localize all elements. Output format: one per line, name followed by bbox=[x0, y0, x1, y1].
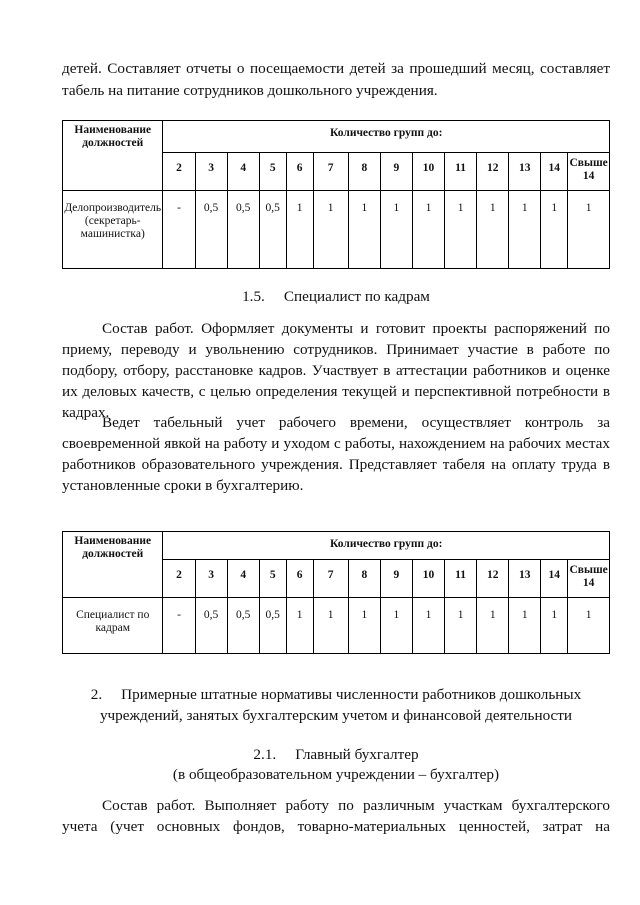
norm-value-cell: - bbox=[163, 191, 195, 269]
group-column-header: 2 bbox=[163, 153, 195, 191]
norm-value-cell: 0,5 bbox=[259, 191, 286, 269]
section-subtitle: (в общеобразовательном учреждении – бухгалтер) bbox=[172, 766, 500, 783]
group-column-header: 2 bbox=[163, 560, 195, 598]
group-column-header: 7 bbox=[313, 560, 348, 598]
section-title: Специалист по кадрам bbox=[283, 288, 430, 305]
paragraph-duties: Состав работ. Оформляет документы и готовит проекты распоряжений по приему, переводу и увольнению сотрудников. Принимает участие в работе по подбору, отбору, расстановке кадров. Участвует в аттестации работников и оценке их деловых качеств, с целью определения текущей и перспективной потребности в кадрах. bbox=[62, 320, 610, 421]
group-column-header: 13 bbox=[509, 560, 541, 598]
norm-value-cell: 1 bbox=[568, 598, 610, 654]
section-title-line-1: Примерные штатные нормативы численности работников дошкольных bbox=[121, 686, 582, 703]
position-name-cell: Делопроизводитель (секретарь-машинистка) bbox=[63, 191, 163, 269]
section-number: 2. bbox=[90, 686, 103, 703]
staff-norm-table-clerk bbox=[62, 120, 610, 269]
paragraph-timekeeping: Ведет табельный учет рабочего времени, осуществляет контроль за своевременной явкой на работу и уходом с работы, нахождением на рабочих местах работников образовательного учреждения. Представляет табеля на оплату труда в установленные сроки в бухгалтерию. bbox=[62, 414, 610, 494]
norm-value-cell: 1 bbox=[313, 191, 348, 269]
group-count-header: Количество групп до: bbox=[163, 121, 610, 153]
norm-value-cell: 1 bbox=[286, 598, 313, 654]
section-title: Главный бухгалтер bbox=[295, 746, 419, 763]
norm-value-cell: 0,5 bbox=[227, 191, 259, 269]
group-column-header: 12 bbox=[477, 153, 509, 191]
norm-value-cell: - bbox=[163, 598, 195, 654]
group-column-header: 5 bbox=[259, 153, 286, 191]
group-column-header: 9 bbox=[380, 560, 412, 598]
group-count-header: Количество групп до: bbox=[163, 532, 610, 560]
norm-value-cell: 1 bbox=[380, 191, 412, 269]
group-column-header: 13 bbox=[509, 153, 541, 191]
group-column-header: 6 bbox=[286, 153, 313, 191]
intro-line-2: табель на питание сотрудников дошкольного учреждения. bbox=[62, 82, 438, 99]
section-title-line-2: учреждений, занятых бухгалтерским учетом и финансовой деятельности bbox=[99, 707, 573, 724]
position-column-header: Наименование должностей bbox=[63, 532, 163, 598]
group-column-header: Свыше 14 bbox=[568, 560, 610, 598]
norm-value-cell: 1 bbox=[541, 191, 568, 269]
group-column-header: 10 bbox=[412, 560, 444, 598]
norm-value-cell: 1 bbox=[477, 191, 509, 269]
group-column-header: 5 bbox=[259, 560, 286, 598]
group-column-header: 11 bbox=[445, 560, 477, 598]
section-number: 1.5. bbox=[242, 288, 265, 305]
norm-value-cell: 1 bbox=[286, 191, 313, 269]
norm-value-cell: 1 bbox=[477, 598, 509, 654]
norm-value-cell: 1 bbox=[313, 598, 348, 654]
final-line-1: Состав работ. Выполняет работу по различным участкам бухгалтерского bbox=[102, 797, 610, 814]
norm-value-cell: 0,5 bbox=[195, 191, 227, 269]
norm-value-cell: 1 bbox=[412, 598, 444, 654]
norm-value-cell: 0,5 bbox=[195, 598, 227, 654]
norm-value-cell: 1 bbox=[380, 598, 412, 654]
group-column-header: 3 bbox=[195, 153, 227, 191]
group-column-header: 14 bbox=[541, 153, 568, 191]
group-column-header: 10 bbox=[412, 153, 444, 191]
position-column-header: Наименование должностей bbox=[63, 121, 163, 191]
norm-value-cell: 1 bbox=[412, 191, 444, 269]
norm-value-cell: 1 bbox=[509, 598, 541, 654]
group-column-header: 4 bbox=[227, 153, 259, 191]
section-heading-1-5 bbox=[62, 286, 610, 307]
group-column-header: 14 bbox=[541, 560, 568, 598]
group-column-header: 11 bbox=[445, 153, 477, 191]
section-heading-2 bbox=[62, 684, 610, 705]
norm-value-cell: 1 bbox=[509, 191, 541, 269]
group-column-header: 7 bbox=[313, 153, 348, 191]
position-name-cell: Специалист по кадрам bbox=[63, 598, 163, 654]
group-column-header: Свыше 14 bbox=[568, 153, 610, 191]
group-column-header: 3 bbox=[195, 560, 227, 598]
group-column-header: 8 bbox=[348, 153, 380, 191]
group-column-header: 6 bbox=[286, 560, 313, 598]
staff-norm-table-hr bbox=[62, 531, 610, 654]
section-number: 2.1. bbox=[253, 746, 277, 763]
norm-value-cell: 1 bbox=[348, 191, 380, 269]
section-heading-2-1 bbox=[62, 744, 610, 765]
norm-value-cell: 1 bbox=[568, 191, 610, 269]
group-column-header: 12 bbox=[477, 560, 509, 598]
norm-value-cell: 1 bbox=[348, 598, 380, 654]
norm-value-cell: 0,5 bbox=[227, 598, 259, 654]
group-column-header: 4 bbox=[227, 560, 259, 598]
group-column-header: 9 bbox=[380, 153, 412, 191]
group-column-header: 8 bbox=[348, 560, 380, 598]
intro-line-1: детей. Составляет отчеты о посещаемости детей за прошедший месяц, составляет bbox=[62, 60, 610, 77]
norm-value-cell: 0,5 bbox=[259, 598, 286, 654]
norm-value-cell: 1 bbox=[541, 598, 568, 654]
norm-value-cell: 1 bbox=[445, 598, 477, 654]
norm-value-cell: 1 bbox=[445, 191, 477, 269]
final-line-2: учета (учет основных фондов, товарно-материальных ценностей, затрат на bbox=[62, 818, 610, 835]
